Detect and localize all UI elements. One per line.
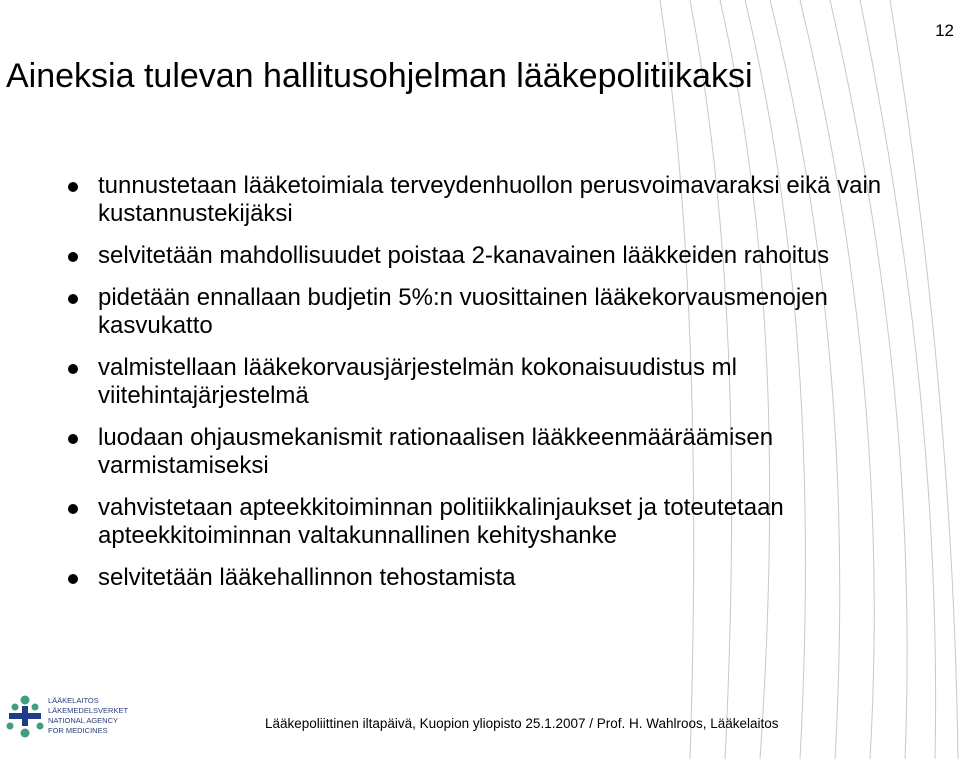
slide-title: Aineksia tulevan hallitusohjelman lääkepolitiikaksi [6,57,753,95]
bullet-item [64,172,924,228]
bullet-list [64,172,924,606]
bullet-text: luodaan ohjausmekanismit rationaalisen lääkkeenmääräämisen varmistamiseksi [98,424,774,479]
logo-line: LÄKEMEDELSVERKET [48,706,129,715]
bullet-dot-icon [68,574,78,584]
bullet-item [64,284,924,340]
bullet-dot-icon [68,364,78,374]
bullet-text: tunnustetaan lääketoimiala terveydenhuollon perusvoimavaraksi eikä vain kustannustekijäksi [98,172,882,227]
bullet-item [64,242,924,270]
bullet-item [64,564,924,592]
bullet-dot-icon [68,182,78,192]
footer-text: Lääkepoliittinen iltapäivä, Kuopion yliopisto 25.1.2007 / Prof. H. Wahlroos, Lääkelaitos [265,716,779,731]
bullet-text: selvitetään mahdollisuudet poistaa 2-kanavainen lääkkeiden rahoitus [98,242,830,269]
agency-logo [4,694,154,738]
logo-line: NATIONAL AGENCY [48,716,119,725]
bullet-dot-icon [68,434,78,444]
bullet-text: selvitetään lääkehallinnon tehostamista [98,564,516,591]
bullet-text: pidetään ennallaan budjetin 5%:n vuosittainen lääkekorvausmenojen kasvukatto [98,284,828,339]
logo-line: LÄÄKELAITOS [48,696,99,705]
bullet-text: vahvistetaan apteekkitoiminnan politiikkalinjaukset ja toteutetaan apteekkitoiminnan valtakunnallinen kehityshanke [98,494,784,549]
logo-line: FOR MEDICINES [48,726,108,735]
bullet-item [64,424,924,480]
agency-logo-text [48,696,128,736]
bullet-dot-icon [68,294,78,304]
bullet-item [64,494,924,550]
bullet-text: valmistellaan lääkekorvausjärjestelmän kokonaisuudistus ml viitehintajärjestelmä [98,354,737,409]
agency-logo-icon [4,694,46,738]
bullet-item [64,354,924,410]
bullet-dot-icon [68,252,78,262]
bullet-dot-icon [68,504,78,514]
page-number: 12 [935,21,954,40]
